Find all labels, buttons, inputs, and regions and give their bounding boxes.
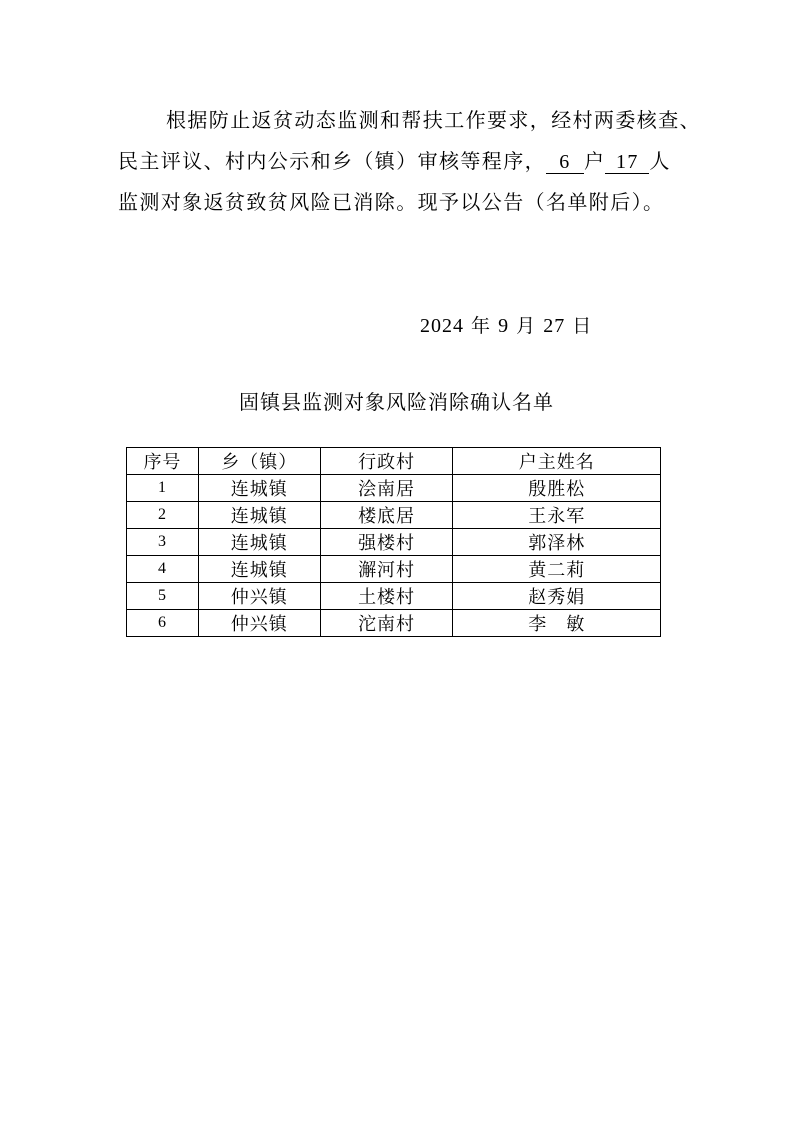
cell-village: 楼底居 bbox=[320, 502, 453, 529]
table-row bbox=[127, 556, 661, 583]
cell-index: 1 bbox=[127, 475, 199, 502]
household-unit: 户 bbox=[584, 149, 606, 173]
table-row bbox=[127, 610, 661, 637]
date-month: 9 bbox=[498, 315, 510, 337]
notice-line-3: 监测对象返贫致贫风险已消除。现予以公告（名单附后）。 bbox=[118, 190, 665, 214]
header-township: 乡（镇） bbox=[198, 448, 320, 475]
list-title: 固镇县监测对象风险消除确认名单 bbox=[239, 390, 554, 414]
cell-township: 连城镇 bbox=[198, 529, 320, 556]
notice-line-2 bbox=[118, 141, 698, 182]
cell-index: 5 bbox=[127, 583, 199, 610]
household-count: 6 bbox=[546, 151, 584, 174]
table-row bbox=[127, 475, 661, 502]
cell-index: 3 bbox=[127, 529, 199, 556]
cell-village: 浍南居 bbox=[320, 475, 453, 502]
date-day: 27 bbox=[543, 315, 566, 337]
cell-village: 沱南村 bbox=[320, 610, 453, 637]
table-row bbox=[127, 529, 661, 556]
cell-village: 澥河村 bbox=[320, 556, 453, 583]
person-count: 17 bbox=[605, 151, 649, 174]
cell-householder: 赵秀娟 bbox=[453, 583, 661, 610]
cell-householder: 郭泽林 bbox=[453, 529, 661, 556]
roster-table bbox=[126, 447, 661, 637]
cell-householder: 王永军 bbox=[453, 502, 661, 529]
cell-householder: 黄二莉 bbox=[453, 556, 661, 583]
person-unit: 人 bbox=[649, 149, 671, 173]
date-year: 2024 bbox=[420, 315, 464, 337]
table-header-row bbox=[127, 448, 661, 475]
cell-village: 土楼村 bbox=[320, 583, 453, 610]
date-day-unit: 日 bbox=[572, 315, 593, 337]
cell-township: 连城镇 bbox=[198, 502, 320, 529]
cell-index: 6 bbox=[127, 610, 199, 637]
header-village: 行政村 bbox=[320, 448, 453, 475]
cell-householder: 李 敏 bbox=[453, 610, 661, 637]
header-index: 序号 bbox=[127, 448, 199, 475]
header-householder: 户主姓名 bbox=[453, 448, 661, 475]
cell-township: 仲兴镇 bbox=[198, 583, 320, 610]
notice-paragraph bbox=[118, 100, 701, 223]
notice-date bbox=[420, 311, 592, 338]
cell-township: 仲兴镇 bbox=[198, 610, 320, 637]
date-year-unit: 年 bbox=[471, 315, 492, 337]
notice-line-1: 根据防止返贫动态监测和帮扶工作要求，经村两委核查、 bbox=[166, 108, 701, 132]
cell-index: 4 bbox=[127, 556, 199, 583]
notice-line-2-text: 民主评议、村内公示和乡（镇）审核等程序， bbox=[118, 149, 546, 173]
cell-township: 连城镇 bbox=[198, 556, 320, 583]
cell-index: 2 bbox=[127, 502, 199, 529]
table-row bbox=[127, 583, 661, 610]
date-month-unit: 月 bbox=[516, 315, 537, 337]
cell-township: 连城镇 bbox=[198, 475, 320, 502]
cell-householder: 殷胜松 bbox=[453, 475, 661, 502]
cell-village: 强楼村 bbox=[320, 529, 453, 556]
table-row bbox=[127, 502, 661, 529]
